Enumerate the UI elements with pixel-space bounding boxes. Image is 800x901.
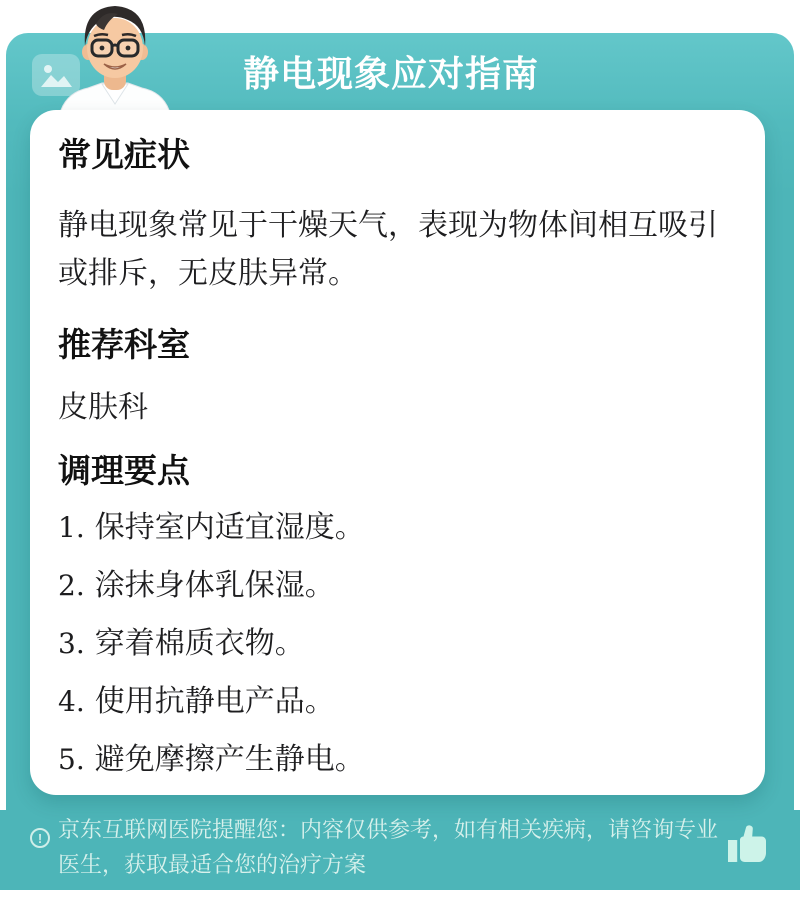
department-text: 皮肤科 (58, 391, 148, 424)
list-item (58, 566, 737, 606)
list-item-number: 1. (58, 511, 85, 544)
symptoms-text: 静电现象常见于干燥天气，表现为物体间相互吸引或排斥，无皮肤异常。 (58, 209, 718, 290)
disclaimer-text: 京东互联网医院提醒您：内容仅供参考，如有相关疾病，请咨询专业医生，获取最适合您的治疗方案 (58, 817, 719, 877)
list-item-number: 5. (58, 743, 85, 776)
list-item-number: 2. (58, 569, 85, 602)
list-item-text: 涂抹身体乳保湿。 (94, 569, 335, 602)
guide-card (30, 110, 765, 795)
list-item-text: 保持室内适宜湿度。 (94, 511, 365, 544)
thumbs-up-icon[interactable] (722, 820, 766, 866)
list-item (58, 740, 737, 780)
list-item-text: 避免摩擦产生静电。 (94, 743, 365, 776)
list-item (58, 624, 737, 664)
list-item-text: 穿着棉质衣物。 (94, 627, 305, 660)
info-icon-mark: ! (37, 830, 43, 846)
list-item (58, 508, 737, 548)
list-item-number: 3. (58, 627, 85, 660)
info-icon (30, 828, 50, 848)
list-item-text: 使用抗静电产品。 (94, 685, 335, 718)
tips-list (58, 508, 737, 780)
list-item (58, 682, 737, 722)
list-item-number: 4. (58, 685, 85, 718)
section-heading-symptoms: 常见症状 (58, 136, 190, 173)
section-heading-tips: 调理要点 (58, 452, 190, 489)
page-title: 静电现象应对指南 (243, 53, 540, 94)
section-heading-department: 推荐科室 (58, 326, 190, 363)
